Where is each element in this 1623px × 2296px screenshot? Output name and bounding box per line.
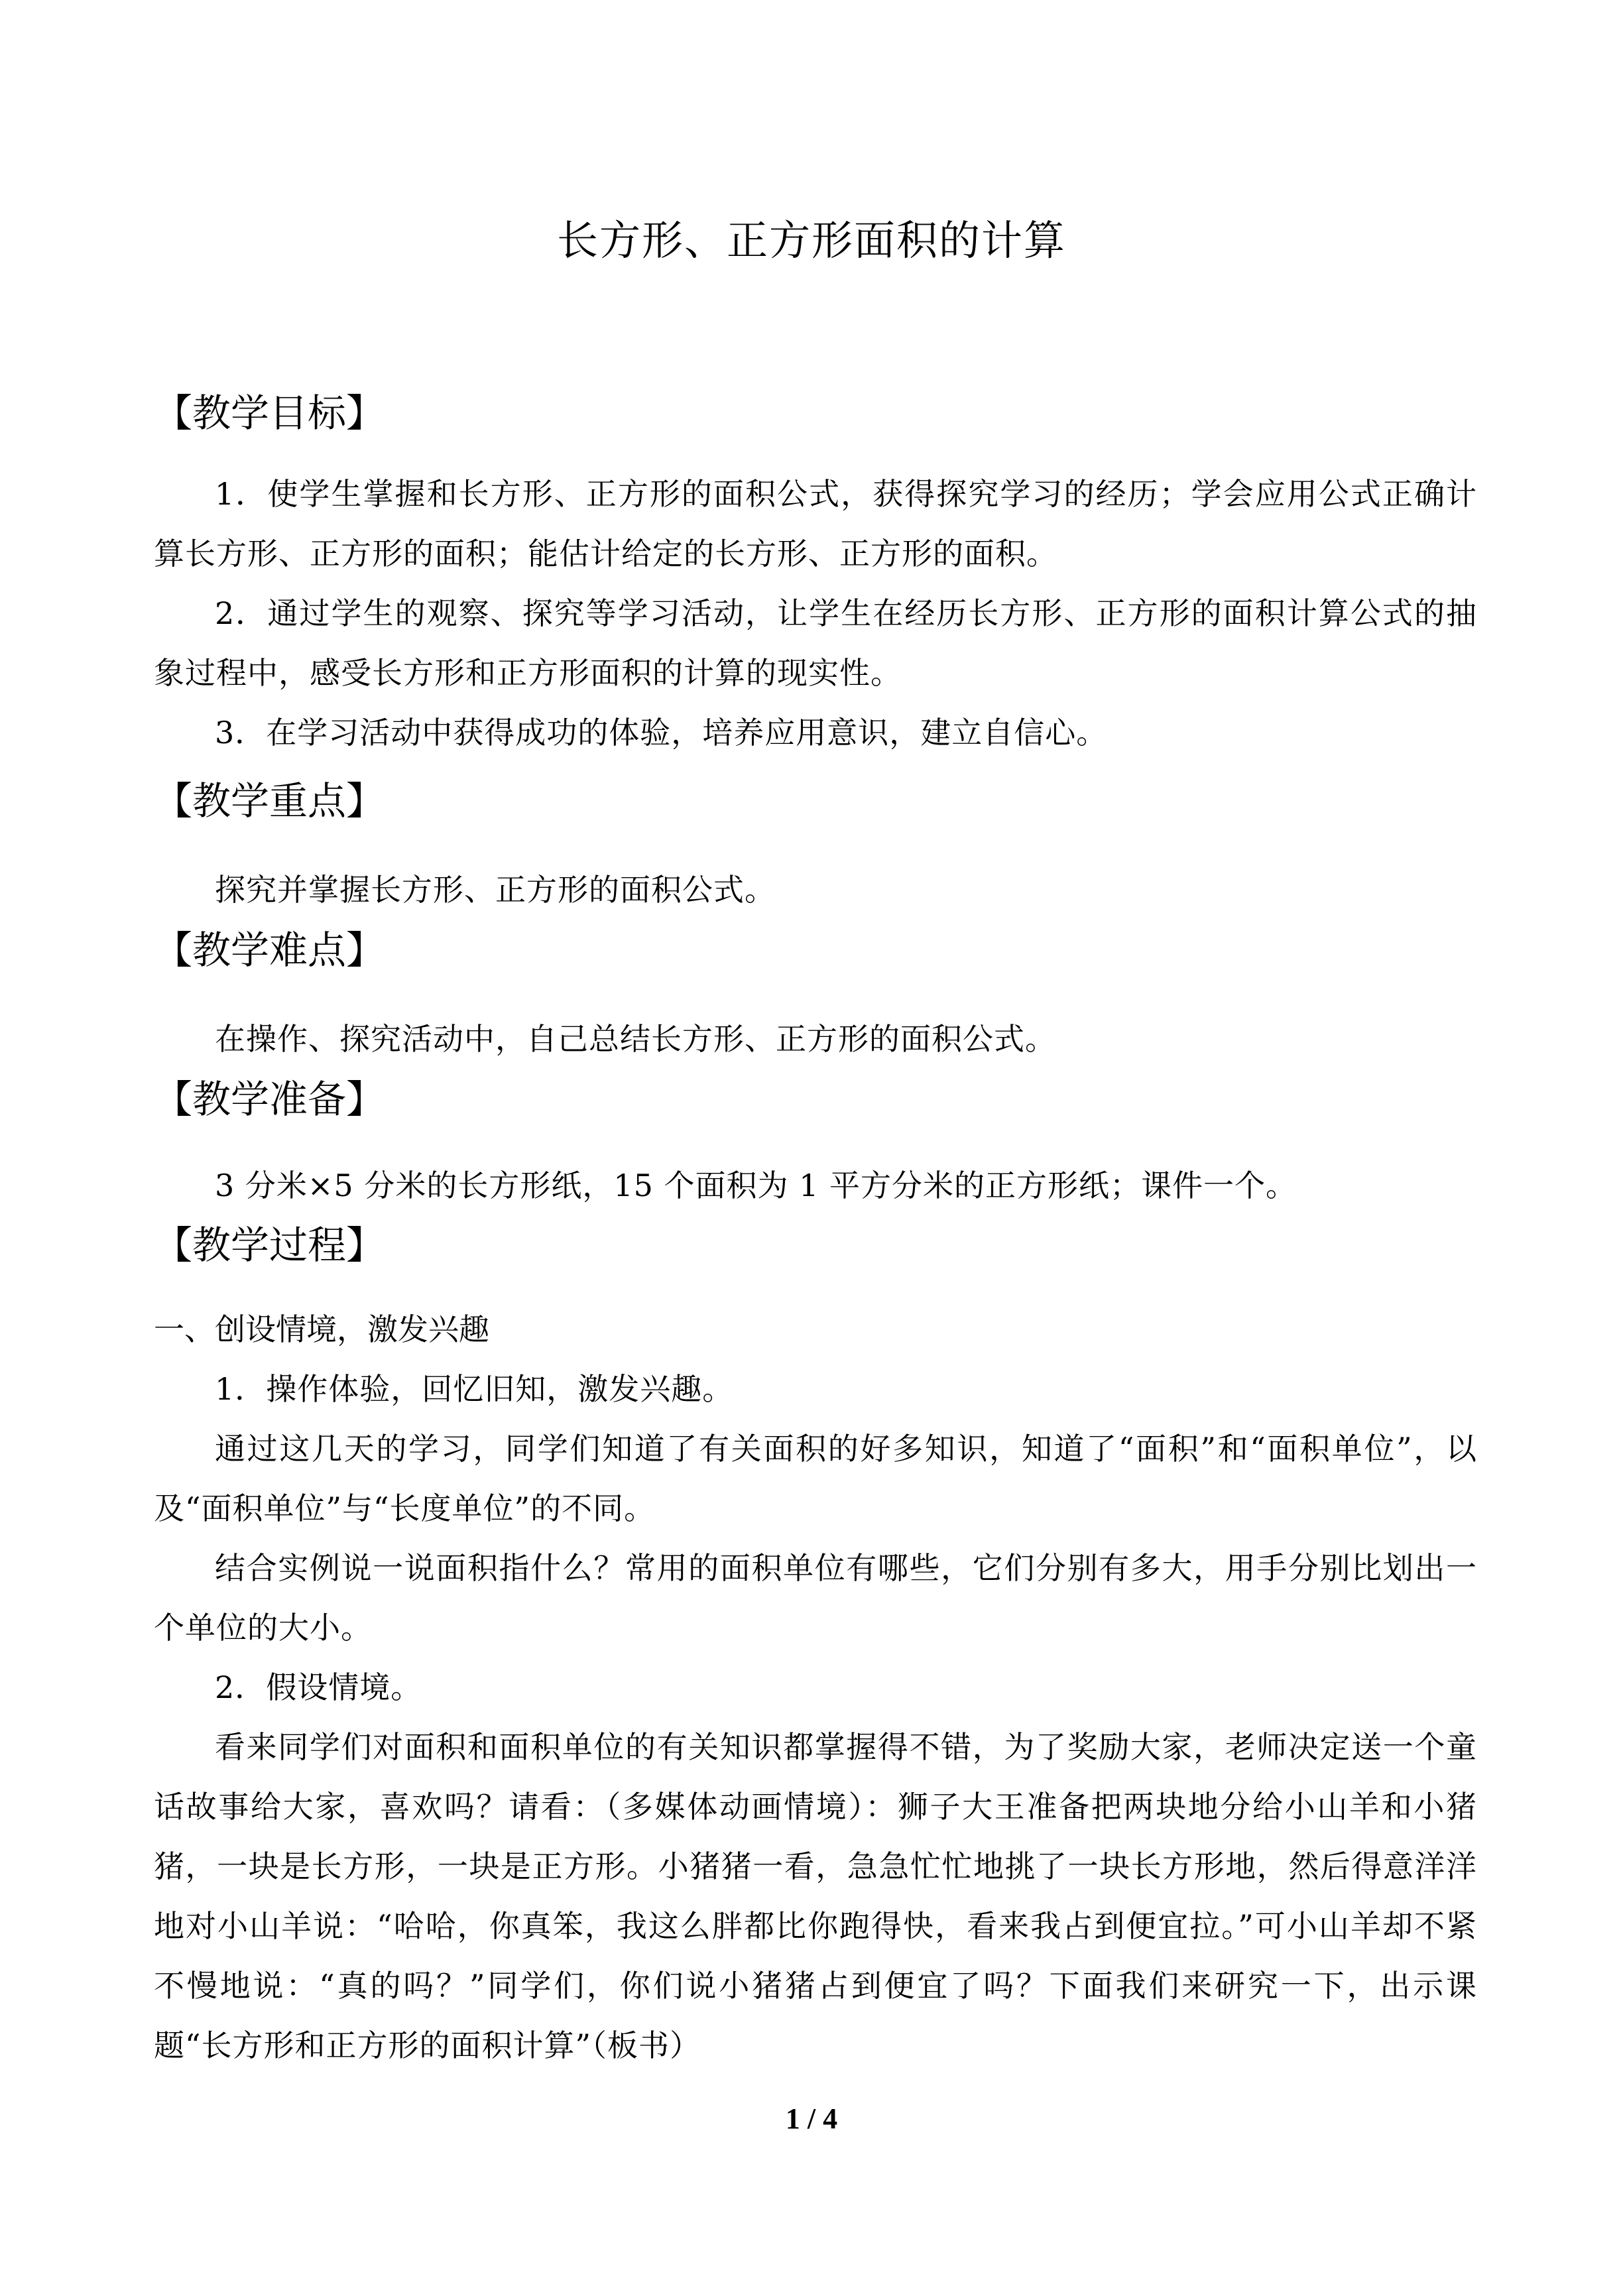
process-step2: 2．假设情境。 — [215, 1669, 422, 1705]
difficulties-text: 在操作、探究活动中，自己总结长方形、正方形的面积公式。 — [215, 1021, 1056, 1057]
objective-item-3: 3．在学习活动中获得成功的体验，培养应用意识，建立自信心。 — [215, 715, 1108, 751]
heading-objectives: 【教学目标】 — [154, 391, 385, 436]
key-points-text: 探究并掌握长方形、正方形的面积公式。 — [215, 872, 776, 908]
process-step1: 1．操作体验，回忆旧知，激发兴趣。 — [215, 1371, 734, 1407]
process-para3: 看来同学们对面积和面积单位的有关知识都掌握得不错，为了奖励大家，老师决定送一个童话故事给大家，喜欢吗？请看：（多媒体动画情境）：狮子大王准备把两块地分给小山羊和小猪猪，一块是长方形，一块是正方形。小猪猪一看，急急忙忙地挑了一块长方形地，然后得意洋洋地对小山羊说：“哈哈，你真笨，我这么胖都比你跑得快，看来我占到便宜拉。”可小山羊却不紧不慢地说：“真的吗？”同学们，你们说小猪猪占到便宜了吗？下面我们来研究一下，出示课题“长方形和正方形的面积计算”（板书） — [154, 1729, 1477, 2063]
page-number: 1 / 4 — [785, 2102, 838, 2135]
process-part1-title: 一、创设情境，激发兴趣 — [154, 1311, 489, 1347]
objective-item-1: 1．使学生掌握和长方形、正方形的面积公式，获得探究学习的经历；学会应用公式正确计算长方形、正方形的面积；能估计给定的长方形、正方形的面积。 — [154, 476, 1477, 572]
heading-process: 【教学过程】 — [154, 1223, 385, 1268]
heading-key-points: 【教学重点】 — [154, 778, 385, 823]
process-para2: 结合实例说一说面积指什么？常用的面积单位有哪些，它们分别有多大，用手分别比划出一个单位的大小。 — [154, 1550, 1477, 1646]
objective-item-2: 2．通过学生的观察、探究等学习活动，让学生在经历长方形、正方形的面积计算公式的抽象过程中，感受长方形和正方形面积的计算的现实性。 — [154, 595, 1477, 691]
process-para1: 通过这几天的学习，同学们知道了有关面积的好多知识，知道了“面积”和“面积单位”，以及“面积单位”与“长度单位”的不同。 — [154, 1431, 1477, 1526]
document-title: 长方形、正方形面积的计算 — [556, 216, 1066, 265]
preparation-text: 3 分米×5 分米的长方形纸，15 个面积为 1 平方分米的正方形纸；课件一个。 — [215, 1168, 1297, 1203]
heading-preparation: 【教学准备】 — [154, 1077, 385, 1122]
heading-difficulties: 【教学难点】 — [154, 928, 385, 973]
